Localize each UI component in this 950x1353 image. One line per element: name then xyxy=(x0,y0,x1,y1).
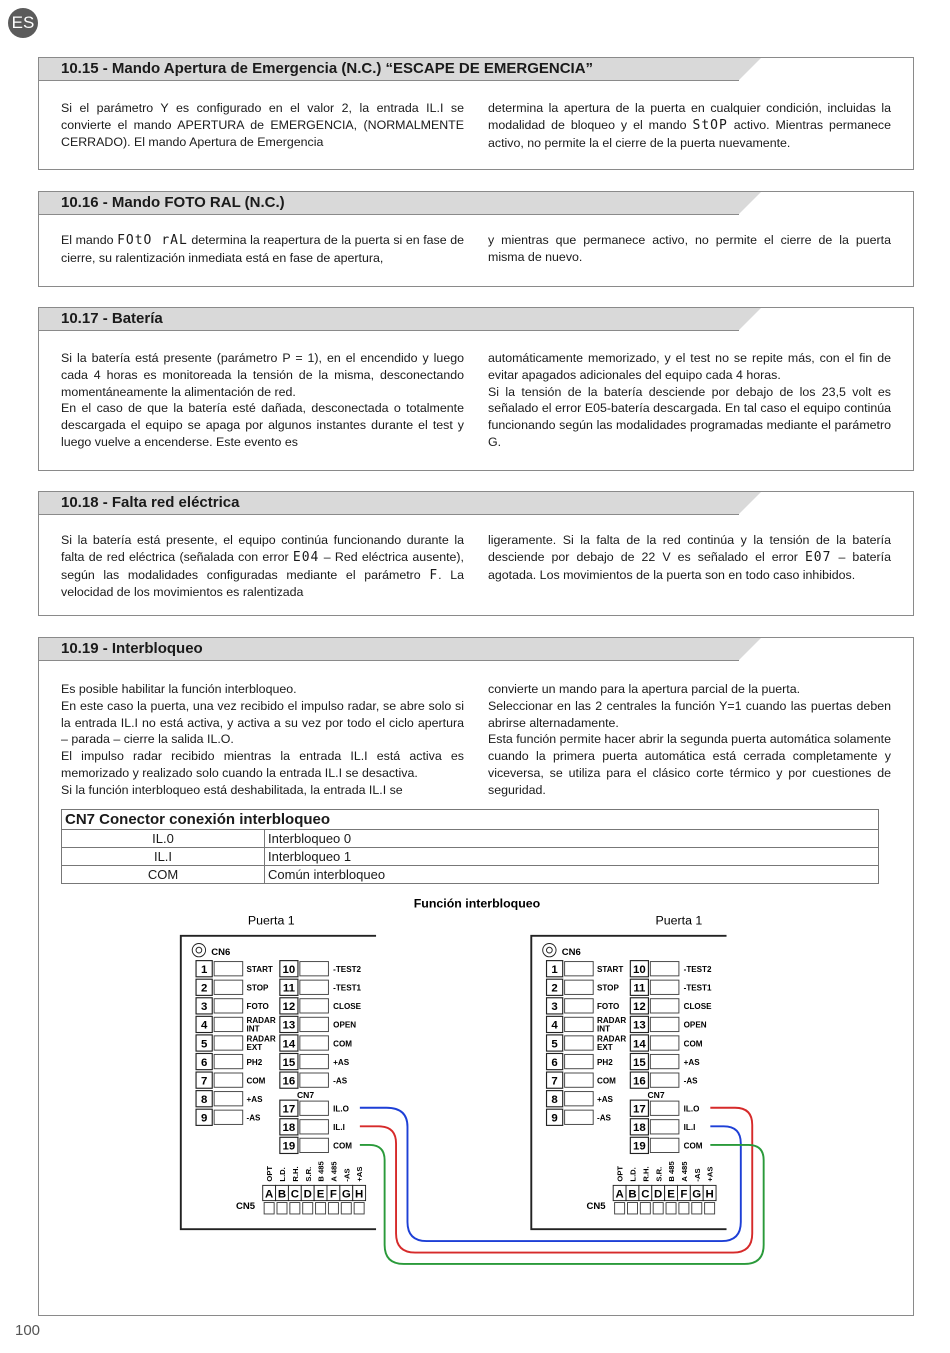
cn5-pin-label: -AS xyxy=(692,1168,702,1182)
terminal-number: 1 xyxy=(200,964,208,976)
cn5-pin-label: +AS xyxy=(705,1166,715,1182)
cn5-pin-letter: C xyxy=(290,1188,299,1201)
terminal-screw xyxy=(300,999,329,1013)
section-header xyxy=(39,58,739,81)
cn5-pin-letter: E xyxy=(667,1188,675,1201)
terminal-number: 19 xyxy=(633,1140,646,1153)
paragraph-left: Si la batería está presente, el equipo continúa funcionando durante la falta de red eléctrica (señalada con error E04 – Red eléctrica ausente), según las modalidades configuradas mediante el parámetro F. La velocidad de los movimientos es ralentizada xyxy=(61,533,465,600)
terminal-number: 13 xyxy=(282,1019,296,1032)
terminal-label: -AS xyxy=(246,1113,261,1123)
terminal-screw xyxy=(565,1092,594,1106)
cn5-screw xyxy=(354,1203,364,1214)
terminal-screw xyxy=(565,1054,594,1068)
connector-label: CN7 xyxy=(647,1090,665,1101)
cn5-pin-label: OPT xyxy=(615,1165,625,1182)
display-code: StOP xyxy=(692,117,728,133)
paragraph-left: Si el parámetro Y es configurado en el valor 2, la entrada IL.I se convierte el mando APERTURA de EMERGENCIA, (NORMALMENTE CERRADO). El mando Apertura de Emergencia xyxy=(61,101,464,149)
terminal-label: +AS xyxy=(683,1057,700,1067)
cn5-pin-letter: H xyxy=(355,1188,364,1201)
terminal-number: 19 xyxy=(282,1140,296,1153)
cn5-pin-label: +AS xyxy=(355,1166,365,1182)
cn5-pin-letter: G xyxy=(692,1188,702,1201)
door-label: Puerta 1 xyxy=(655,913,703,928)
terminal-label: IL.I xyxy=(683,1123,696,1133)
terminal-label: START xyxy=(246,965,273,975)
cn5-screw xyxy=(303,1203,313,1214)
language-badge: ES xyxy=(8,8,38,38)
cn5-screw xyxy=(290,1203,300,1214)
terminal-label: +AS xyxy=(246,1095,263,1105)
cn5-pin-letter: A xyxy=(265,1188,274,1201)
terminal-number: 13 xyxy=(633,1019,646,1032)
cn5-pin-letter: C xyxy=(641,1188,650,1201)
cn5-pin-label: B 485 xyxy=(667,1161,677,1182)
wire-green xyxy=(360,1145,764,1264)
terminal-label: EXT xyxy=(246,1043,263,1053)
terminal-number: 9 xyxy=(551,1112,558,1125)
terminal-label: EXT xyxy=(597,1043,613,1053)
cn5-pin-label: A 485 xyxy=(329,1161,339,1182)
terminal-number: 7 xyxy=(551,1075,558,1088)
cn5-pin-letter: F xyxy=(329,1188,337,1201)
terminal-label: INT xyxy=(597,1024,611,1034)
mount-hole-icon xyxy=(547,947,553,953)
connector-label: CN5 xyxy=(236,1201,256,1213)
cn5-screw xyxy=(316,1203,326,1214)
connector-label: CN5 xyxy=(586,1201,606,1213)
terminal-label: PH2 xyxy=(246,1057,263,1067)
section-header xyxy=(39,638,739,661)
terminal-screw xyxy=(650,1054,679,1068)
paragraph-right: automáticamente memorizado, y el test no se repite más, con el fin de evitar apagados adicionales del equipo cada 4 horas. Si la tensión de la batería desciende por debajo de los 23,5 volt es señalado el error E05-batería descargada. En tal caso el equipo continúa funcionando según las modalidades programadas mediante el parámetro G. xyxy=(488,351,891,449)
terminal-number: 8 xyxy=(200,1094,208,1106)
terminal-screw xyxy=(214,1092,243,1106)
terminal-screw xyxy=(300,1017,329,1031)
terminal-screw xyxy=(650,1073,679,1087)
section-foto-ral xyxy=(38,191,914,287)
terminal-number: 5 xyxy=(551,1038,558,1051)
cn5-screw xyxy=(679,1203,689,1214)
terminal-screw xyxy=(300,1120,329,1134)
cn5-pin-label: R.H. xyxy=(641,1166,651,1182)
mount-hole-icon xyxy=(192,943,205,956)
section-title: 10.17 - Batería xyxy=(61,310,163,327)
section-header xyxy=(39,492,739,515)
terminal-screw xyxy=(214,1036,243,1050)
terminal-number: 15 xyxy=(633,1056,646,1069)
terminal-label: COM xyxy=(246,1076,266,1086)
terminal-number: 16 xyxy=(633,1075,646,1088)
paragraph-right: convierte un mando para la apertura parcial de la puerta. Seleccionar en las 2 centrales la función Y=1 cuando las puertas deben abrirse alternadamente. Esta función permite hacer abrir la segunda puerta automática solamente cuando la primera puerta automática está cerrada completamente y viceversa, se utiliza para el clásico corte térmico y por cuestiones de seguridad. xyxy=(488,682,891,797)
cn5-screw xyxy=(328,1203,338,1214)
display-code: E07 xyxy=(804,549,832,565)
terminal-screw xyxy=(650,1101,679,1115)
terminal-screw xyxy=(214,1073,243,1087)
section-title: 10.16 - Mando FOTO RAL (N.C.) xyxy=(61,194,285,211)
terminal-label: STOP xyxy=(246,983,269,993)
terminal-label: COM xyxy=(597,1076,616,1086)
terminal-label: COM xyxy=(333,1039,353,1049)
table-row: COM Común interbloqueo xyxy=(62,866,879,884)
page-number: 100 xyxy=(15,1322,41,1339)
mount-hole-icon xyxy=(543,943,556,956)
terminal-screw xyxy=(300,1073,329,1087)
terminal-label: RADAR xyxy=(597,1016,627,1025)
section-header xyxy=(39,192,739,215)
mount-hole-icon xyxy=(196,947,202,953)
connector-label: CN6 xyxy=(211,946,231,958)
cn5-pin-letter: D xyxy=(654,1188,663,1201)
terminal-screw xyxy=(650,1036,679,1050)
terminal-screw xyxy=(565,1073,594,1087)
table-row: IL.I Interbloqueo 1 xyxy=(62,848,879,866)
cn5-pin-label: R.H. xyxy=(290,1166,300,1182)
terminal-label: OPEN xyxy=(333,1020,357,1030)
section-header xyxy=(39,308,739,331)
terminal-label: START xyxy=(597,965,624,975)
terminal-number: 10 xyxy=(633,964,646,976)
terminal-label: IL.O xyxy=(683,1104,700,1114)
terminal-number: 14 xyxy=(633,1038,646,1051)
cn5-screw xyxy=(640,1203,650,1214)
terminal-screw xyxy=(650,1017,679,1031)
terminal-label: -TEST1 xyxy=(683,983,712,993)
cn5-screw xyxy=(666,1203,676,1214)
terminal-number: 12 xyxy=(633,1001,646,1014)
terminal-number: 18 xyxy=(633,1122,646,1135)
terminal-label: +AS xyxy=(333,1057,350,1067)
terminal-number: 18 xyxy=(282,1122,296,1135)
display-code: E04 xyxy=(292,549,320,565)
cn5-pin-label: L.D. xyxy=(278,1167,288,1182)
terminal-number: 11 xyxy=(282,982,295,995)
terminal-screw xyxy=(650,999,679,1013)
terminal-number: 4 xyxy=(551,1019,558,1032)
terminal-number: 3 xyxy=(551,1001,558,1014)
terminal-number: 3 xyxy=(200,1001,208,1014)
terminal-screw xyxy=(565,999,594,1013)
terminal-number: 17 xyxy=(633,1103,646,1116)
terminal-label: RADAR xyxy=(246,1016,276,1025)
terminal-label: COM xyxy=(333,1141,353,1151)
interlock-wiring-diagram xyxy=(39,893,915,1293)
terminal-number: 8 xyxy=(551,1094,558,1106)
terminal-screw xyxy=(650,1120,679,1134)
cn5-pin-letter: F xyxy=(680,1188,688,1201)
terminal-label: CLOSE xyxy=(683,1002,712,1012)
terminal-label: STOP xyxy=(597,983,619,993)
terminal-number: 11 xyxy=(633,982,646,995)
terminal-screw xyxy=(300,1138,329,1152)
terminal-label: FOTO xyxy=(246,1002,269,1012)
terminal-label: INT xyxy=(246,1024,260,1034)
paragraph-right: ligeramente. Si la falta de la red continúa y la tensión de la batería desciende por debajo de 22 V es señalado el error E07 – batería agotada. Los movimientos de la puerta son en todo caso inhibidos. xyxy=(488,533,892,582)
terminal-label: IL.I xyxy=(333,1123,345,1133)
terminal-number: 5 xyxy=(200,1038,208,1051)
terminal-label: RADAR xyxy=(246,1034,276,1044)
terminal-screw xyxy=(300,1036,329,1050)
terminal-number: 17 xyxy=(282,1103,296,1116)
terminal-screw xyxy=(565,962,594,976)
paragraph-right: determina la apertura de la puerta en cualquier condición, incluidas la modalidad de bloqueo y el mando StOP activo. Mientras permanece activo, no permite la el cierre de la puerta nuevamente. xyxy=(488,101,892,150)
terminal-label: RADAR xyxy=(597,1034,627,1044)
cn5-pin-letter: B xyxy=(628,1188,637,1201)
terminal-label: IL.O xyxy=(333,1104,349,1114)
cn5-pin-label: L.D. xyxy=(628,1167,638,1182)
paragraph-right: y mientras que permanece activo, no permite el cierre de la puerta misma de nuevo. xyxy=(488,233,891,264)
terminal-screw xyxy=(300,962,329,976)
cn5-pin-label: S.R. xyxy=(303,1166,313,1182)
display-code: F xyxy=(429,567,439,583)
terminal-label: +AS xyxy=(597,1095,613,1105)
cn5-pin-letter: E xyxy=(316,1188,325,1201)
terminal-screw xyxy=(300,1054,329,1068)
terminal-number: 7 xyxy=(200,1075,208,1088)
section-title: 10.18 - Falta red eléctrica xyxy=(61,494,240,511)
cn5-pin-label: B 485 xyxy=(316,1161,326,1182)
cn7-connector-table xyxy=(61,809,879,884)
cn5-pin-letter: B xyxy=(277,1188,287,1201)
terminal-number: 4 xyxy=(200,1019,208,1032)
terminal-screw xyxy=(650,1138,679,1152)
diagram-title: Función interbloqueo xyxy=(413,896,541,911)
terminal-screw xyxy=(214,1017,243,1031)
cn5-pin-label: A 485 xyxy=(680,1161,689,1182)
cn5-pin-label: S.R. xyxy=(654,1166,664,1182)
section-emergency-open xyxy=(38,57,914,170)
section-title: 10.19 - Interbloqueo xyxy=(61,640,203,657)
terminal-screw xyxy=(650,980,679,994)
terminal-number: 2 xyxy=(551,982,558,995)
section-battery xyxy=(38,307,914,471)
terminal-label: COM xyxy=(683,1039,703,1049)
terminal-screw xyxy=(214,1110,243,1124)
paragraph-left: El mando FOtO rAL determina la reapertura de la puerta si en fase de cierre, su ralentización inmediata está en fase de apertura, xyxy=(61,233,464,265)
cn5-screw xyxy=(615,1203,625,1214)
terminal-screw xyxy=(214,1054,243,1068)
section-title: 10.15 - Mando Apertura de Emergencia (N.C.) “ESCAPE DE EMERGENCIA” xyxy=(61,60,594,77)
section-interlock xyxy=(38,637,914,1316)
terminal-number: 2 xyxy=(200,982,208,995)
cn5-pin-letter: H xyxy=(705,1188,714,1201)
terminal-label: PH2 xyxy=(597,1057,613,1067)
terminal-screw xyxy=(300,1101,329,1115)
terminal-label: FOTO xyxy=(597,1002,620,1012)
terminal-label: -AS xyxy=(597,1113,611,1123)
table-row: IL.0 Interbloqueo 0 xyxy=(62,830,879,848)
terminal-number: 9 xyxy=(200,1112,208,1125)
terminal-number: 14 xyxy=(282,1038,296,1051)
terminal-label: -TEST2 xyxy=(683,965,712,975)
terminal-screw xyxy=(565,980,594,994)
terminal-number: 6 xyxy=(551,1056,558,1069)
terminal-screw xyxy=(650,962,679,976)
paragraph-left: Si la batería está presente (parámetro P = 1), en el encendido y luego cada 4 horas es monitoreada la tensión de la misma, desconectando momentáneamente la alimentación de red. En el caso de que la batería esté dañada, desconectada o totalmente descargada el equipo se apaga por algunos instantes durante el test y luego vuelve a encenderse. Este evento es xyxy=(61,351,464,449)
section-power-failure xyxy=(38,491,914,616)
table-title: CN7 Conector conexión interbloqueo xyxy=(62,810,879,830)
display-code: FOtO rAL xyxy=(117,233,188,248)
cn5-pin-letter: A xyxy=(615,1188,624,1201)
terminal-number: 1 xyxy=(551,964,558,976)
terminal-number: 15 xyxy=(282,1056,296,1069)
terminal-screw xyxy=(300,980,329,994)
cn5-pin-letter: D xyxy=(303,1188,312,1201)
cn5-screw xyxy=(692,1203,702,1214)
terminal-label: CLOSE xyxy=(333,1002,362,1012)
terminal-screw xyxy=(565,1017,594,1031)
terminal-label: -AS xyxy=(683,1076,698,1086)
door-label: Puerta 1 xyxy=(247,913,295,928)
terminal-number: 12 xyxy=(282,1001,296,1014)
terminal-label: -AS xyxy=(333,1076,348,1086)
cn5-pin-letter: G xyxy=(341,1188,351,1201)
cn5-screw xyxy=(277,1203,287,1214)
cn5-screw xyxy=(627,1203,637,1214)
terminal-number: 10 xyxy=(282,964,296,976)
terminal-label: COM xyxy=(683,1141,703,1151)
terminal-screw xyxy=(214,999,243,1013)
connector-label: CN7 xyxy=(297,1090,315,1101)
cn5-pin-label: -AS xyxy=(342,1168,352,1182)
cn5-screw xyxy=(341,1203,351,1214)
terminal-screw xyxy=(565,1036,594,1050)
paragraph-left: Es posible habilitar la función interbloqueo. En este caso la puerta, una vez recibido el impulso radar, se abre solo si la entrada IL.I no está activa, y activa a su vez por todo el ciclo apertura – parada – cierre la salida IL.O. El impulso radar recibido mientras la entrada IL.I está activa es memorizado y realizado solo cuando la entrada IL.I se desactiva. Si la función interbloqueo está deshabilitada, la entrada IL.I se xyxy=(61,682,464,797)
terminal-label: -TEST1 xyxy=(333,983,362,993)
cn5-screw xyxy=(264,1203,274,1214)
terminal-screw xyxy=(214,980,243,994)
connector-label: CN6 xyxy=(561,946,581,958)
cn5-screw xyxy=(653,1203,663,1214)
terminal-label: -TEST2 xyxy=(333,965,362,975)
cn5-screw xyxy=(705,1203,715,1214)
cn5-pin-label: OPT xyxy=(265,1165,275,1182)
terminal-number: 16 xyxy=(282,1075,296,1088)
terminal-number: 6 xyxy=(200,1056,208,1069)
terminal-screw xyxy=(214,962,243,976)
terminal-screw xyxy=(565,1110,594,1124)
terminal-label: OPEN xyxy=(683,1020,707,1030)
